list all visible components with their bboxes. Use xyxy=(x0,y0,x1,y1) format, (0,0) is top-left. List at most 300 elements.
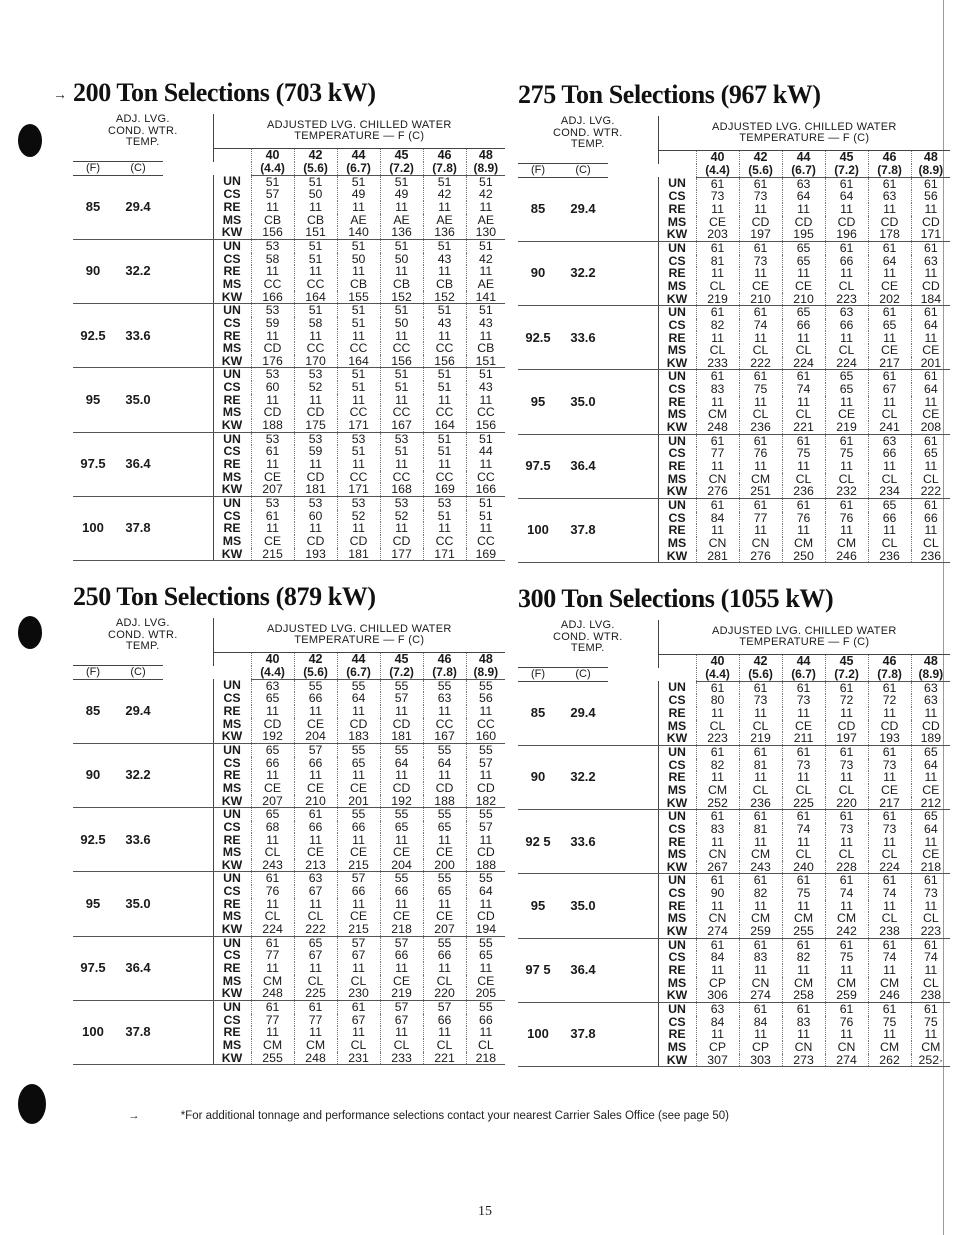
cond-water-temp-header xyxy=(518,116,658,151)
header-spacer xyxy=(73,149,213,162)
temp-c-header: (6.7) xyxy=(782,668,825,682)
table-cell: 220 xyxy=(825,797,868,810)
table-cell: 234 xyxy=(868,485,911,498)
table-cell: 213 xyxy=(294,859,337,872)
header-line: ADJUSTED LVG. CHILLED WATER xyxy=(267,622,452,635)
table-cell: 11 xyxy=(251,265,294,278)
binder-hole-top xyxy=(18,124,42,157)
table-cell: 63 xyxy=(911,694,950,707)
table-cell: 11 xyxy=(825,835,868,848)
table-cell: 11 xyxy=(251,394,294,407)
table-cell: 181 xyxy=(337,548,380,561)
table-cell: CD xyxy=(782,216,825,229)
table-cell: 73 xyxy=(739,694,782,707)
cond-temp-f: 90 xyxy=(73,239,113,303)
table-cell: CL xyxy=(294,975,337,988)
table-cell: 55 xyxy=(466,872,505,885)
table-cell: 11 xyxy=(423,962,466,975)
table-cell: 258 xyxy=(782,989,825,1002)
row-label: RE xyxy=(658,396,696,409)
temp-f-header: 42 xyxy=(294,653,337,666)
cond-temp-c: 37.8 xyxy=(558,498,608,562)
table-cell: CC xyxy=(251,278,294,291)
table-cell: 251 xyxy=(739,485,782,498)
table-cell: 61 xyxy=(782,370,825,383)
table-cell: 66 xyxy=(337,885,380,898)
table-cell: CC xyxy=(380,471,423,484)
table-cell: 61 xyxy=(782,874,825,887)
cond-temp-c: 33.6 xyxy=(113,808,163,872)
table-cell: CN xyxy=(696,848,739,861)
table-cell: 11 xyxy=(868,900,911,913)
table-cell: 155 xyxy=(337,291,380,304)
table-cell: 11 xyxy=(825,524,868,537)
table-cell: 55 xyxy=(423,679,466,692)
table-cell: 11 xyxy=(294,201,337,214)
table-cell: 236 xyxy=(911,550,950,563)
footnote-text: *For additional tonnage and performance selections contact your nearest Carrier Sales Office (see page 50) xyxy=(180,1110,729,1122)
table-cell: 11 xyxy=(251,329,294,342)
table-cell: 184 xyxy=(911,293,950,306)
row-label: MS xyxy=(213,718,251,731)
table-cell: 63 xyxy=(251,679,294,692)
table-cell: 61 xyxy=(739,306,782,319)
table-cell: 11 xyxy=(294,522,337,535)
table-cell: 63 xyxy=(868,434,911,447)
table-cell: 11 xyxy=(911,707,950,720)
table-row xyxy=(518,874,950,887)
table-cell: 230 xyxy=(337,987,380,1000)
table-cell: 51 xyxy=(466,304,505,317)
temp-f-header: 44 xyxy=(337,653,380,666)
table-cell: 11 xyxy=(380,833,423,846)
table-cell: CE xyxy=(251,471,294,484)
table-cell: 196 xyxy=(825,228,868,241)
table-row xyxy=(518,241,950,254)
table-cell: 221 xyxy=(423,1052,466,1065)
table-cell: 66 xyxy=(911,512,950,525)
table-cell: 73 xyxy=(868,823,911,836)
table-cell: CE xyxy=(911,344,950,357)
table-cell: 11 xyxy=(423,522,466,535)
table-cell: 273 xyxy=(782,1054,825,1067)
table-cell: 75 xyxy=(868,1016,911,1029)
table-cell: 82 xyxy=(696,759,739,772)
table-cell: 11 xyxy=(466,898,505,911)
table-cell: 57 xyxy=(380,936,423,949)
table-cell: CD xyxy=(825,720,868,733)
table-cell: 61 xyxy=(739,241,782,254)
table-cell: CL xyxy=(423,1039,466,1052)
table-cell: 51 xyxy=(380,239,423,252)
table-cell: 11 xyxy=(251,522,294,535)
table-cell: CL xyxy=(337,975,380,988)
table-cell: 204 xyxy=(294,730,337,743)
table-cell: 61 xyxy=(696,306,739,319)
table-cell: 73 xyxy=(782,694,825,707)
table-cell: 250 xyxy=(782,550,825,563)
table-cell: 65 xyxy=(782,241,825,254)
row-label: RE xyxy=(213,705,251,718)
table-cell: 51 xyxy=(423,368,466,381)
table-cell: 11 xyxy=(739,900,782,913)
table-cell: 11 xyxy=(825,900,868,913)
table-cell: 61 xyxy=(251,510,294,523)
table-cell: 60 xyxy=(251,381,294,394)
table-cell: 201 xyxy=(911,357,950,370)
table-cell: 83 xyxy=(696,823,739,836)
temp-c-header: (8.9) xyxy=(911,668,950,682)
table-cell: CL xyxy=(466,1039,505,1052)
temp-c-header: (7.8) xyxy=(423,162,466,176)
table-cell: 233 xyxy=(380,1052,423,1065)
table-cell: 73 xyxy=(739,190,782,203)
table-cell: AE xyxy=(423,214,466,227)
cond-temp-f: 90 xyxy=(518,241,558,305)
table-cell: 64 xyxy=(466,885,505,898)
table-cell: 171 xyxy=(337,419,380,432)
row-label: CS xyxy=(658,255,696,268)
table-cell: CM xyxy=(739,473,782,486)
table-cell: 11 xyxy=(868,524,911,537)
table-cell: 61 xyxy=(739,745,782,758)
cond-temp-f: 92 5 xyxy=(518,810,558,874)
table-cell: 56 xyxy=(911,190,950,203)
table-cell: 61 xyxy=(696,938,739,951)
table-cell: 11 xyxy=(294,898,337,911)
group-spacer xyxy=(163,304,213,368)
cond-temp-c: 35.0 xyxy=(558,370,608,434)
table-cell: CL xyxy=(251,910,294,923)
table-cell: 76 xyxy=(825,512,868,525)
table-cell: AE xyxy=(466,278,505,291)
cond-temp-c: 32.2 xyxy=(113,239,163,303)
group-spacer xyxy=(608,434,658,498)
table-cell: 259 xyxy=(739,925,782,938)
table-cell: CE xyxy=(294,718,337,731)
table-cell: CC xyxy=(337,471,380,484)
row-label: UN xyxy=(658,938,696,951)
temp-f-header: 42 xyxy=(739,655,782,668)
table-cell: 73 xyxy=(911,887,950,900)
table-cell: 72 xyxy=(868,694,911,707)
table-cell: 11 xyxy=(825,707,868,720)
table-cell: 11 xyxy=(251,898,294,911)
row-label: KW xyxy=(213,795,251,808)
row-label: UN xyxy=(658,434,696,447)
table-cell: 51 xyxy=(380,368,423,381)
table-cell: CB xyxy=(423,278,466,291)
row-label: KW xyxy=(213,730,251,743)
table-cell: 11 xyxy=(423,394,466,407)
table-cell: CP xyxy=(739,1041,782,1054)
table-cell: AE xyxy=(380,214,423,227)
table-cell: 11 xyxy=(696,203,739,216)
row-label: KW xyxy=(213,1052,251,1065)
table-cell: CM xyxy=(782,977,825,990)
table-cell: 228 xyxy=(825,861,868,874)
table-cell: 75 xyxy=(782,447,825,460)
table-cell: CL xyxy=(911,537,950,550)
table-cell: 183 xyxy=(337,730,380,743)
table-cell: CM xyxy=(825,977,868,990)
table-cell: CL xyxy=(337,1039,380,1052)
table-cell: 61 xyxy=(739,810,782,823)
row-label: CS xyxy=(213,445,251,458)
table-cell: 81 xyxy=(696,255,739,268)
cond-temp-c: 35.0 xyxy=(113,872,163,936)
row-label: KW xyxy=(658,989,696,1002)
group-spacer xyxy=(163,808,213,872)
row-label: RE xyxy=(213,394,251,407)
table-cell: 61 xyxy=(868,810,911,823)
row-label: CS xyxy=(213,1014,251,1027)
table-cell: 61 xyxy=(696,681,739,694)
table-cell: 11 xyxy=(696,267,739,280)
table-cell: CL xyxy=(868,912,911,925)
header-line: TEMP. xyxy=(125,640,160,652)
header-line: TEMP. xyxy=(570,138,605,150)
table-cell: 156 xyxy=(423,355,466,368)
table-cell: 11 xyxy=(696,396,739,409)
table-cell: 65 xyxy=(466,949,505,962)
table-cell: 252 xyxy=(696,797,739,810)
table-cell: CL xyxy=(911,977,950,990)
table-cell: 61 xyxy=(696,498,739,511)
cond-temp-f: 85 xyxy=(73,175,113,239)
table-cell: 11 xyxy=(782,900,825,913)
table-cell: 136 xyxy=(380,226,423,239)
250-ton-title: 250 Ton Selections (879 kW) xyxy=(73,582,376,611)
row-label: RE xyxy=(213,329,251,342)
table-cell: 51 xyxy=(337,445,380,458)
table-cell: 11 xyxy=(251,833,294,846)
table-cell: 55 xyxy=(466,679,505,692)
temp-c-header: (8.9) xyxy=(911,164,950,178)
200-ton-title: 200 Ton Selections (703 kW) xyxy=(73,78,376,107)
table-row xyxy=(518,434,950,447)
table-cell: 55 xyxy=(337,808,380,821)
table-row xyxy=(518,1002,950,1015)
table-cell: CE xyxy=(337,782,380,795)
table-cell: 222 xyxy=(911,485,950,498)
table-cell: 63 xyxy=(423,692,466,705)
row-label: CS xyxy=(658,694,696,707)
table-row xyxy=(518,938,950,951)
row-label: RE xyxy=(658,460,696,473)
table-cell: CD xyxy=(911,720,950,733)
table-cell: 11 xyxy=(739,707,782,720)
table-cell: 61 xyxy=(696,810,739,823)
table-cell: 53 xyxy=(294,432,337,445)
table-cell: 61 xyxy=(696,370,739,383)
table-row xyxy=(518,810,950,823)
table-cell: 61 xyxy=(696,874,739,887)
table-cell: CE xyxy=(868,280,911,293)
table-cell: CM xyxy=(696,408,739,421)
group-spacer xyxy=(163,743,213,807)
row-label: MS xyxy=(658,473,696,486)
row-label: KW xyxy=(658,293,696,306)
table-cell: CL xyxy=(696,280,739,293)
table-cell: CL xyxy=(782,344,825,357)
temp-c-header: (7.2) xyxy=(380,666,423,680)
row-label: UN xyxy=(658,370,696,383)
table-cell: 152 xyxy=(380,291,423,304)
table-cell: 11 xyxy=(294,833,337,846)
table-cell: 169 xyxy=(423,483,466,496)
page-number: 15 xyxy=(478,1204,492,1219)
table-cell: 207 xyxy=(251,483,294,496)
row-label: MS xyxy=(213,471,251,484)
header-line: TEMP. xyxy=(570,642,605,654)
table-cell: 11 xyxy=(380,962,423,975)
table-cell: 168 xyxy=(380,483,423,496)
group-spacer xyxy=(608,241,658,305)
table-cell: 58 xyxy=(251,253,294,266)
table-cell: 222 xyxy=(739,357,782,370)
cond-temp-f: 97 5 xyxy=(518,938,558,1002)
table-cell: 11 xyxy=(911,900,950,913)
temp-c-header: (7.2) xyxy=(825,164,868,178)
table-cell: 84 xyxy=(696,951,739,964)
table-cell: 11 xyxy=(294,769,337,782)
table-cell: 252· xyxy=(911,1054,950,1067)
table-cell: CL xyxy=(825,280,868,293)
row-label: KW xyxy=(658,925,696,938)
group-spacer xyxy=(163,936,213,1000)
table-cell: 61 xyxy=(294,808,337,821)
table-cell: 51 xyxy=(466,368,505,381)
table-cell: CC xyxy=(466,471,505,484)
table-row xyxy=(73,743,505,756)
selection-table xyxy=(518,116,950,563)
cond-temp-c: 36.4 xyxy=(113,936,163,1000)
table-row xyxy=(73,175,505,188)
table-cell: 50 xyxy=(337,253,380,266)
table-cell: 176 xyxy=(251,355,294,368)
table-cell: 55 xyxy=(466,936,505,949)
cond-temp-f: 97.5 xyxy=(73,936,113,1000)
table-cell: 61 xyxy=(739,1002,782,1015)
table-cell: CE xyxy=(380,975,423,988)
table-cell: 64 xyxy=(911,319,950,332)
row-label: UN xyxy=(213,808,251,821)
table-cell: 156 xyxy=(380,355,423,368)
table-cell: 11 xyxy=(696,460,739,473)
table-cell: 81 xyxy=(739,823,782,836)
table-cell: 63 xyxy=(868,190,911,203)
table-cell: 11 xyxy=(337,329,380,342)
row-label: RE xyxy=(658,707,696,720)
table-cell: 50 xyxy=(380,253,423,266)
table-cell: 55 xyxy=(466,743,505,756)
table-cell: 61 xyxy=(696,177,739,190)
table-cell: 194 xyxy=(466,923,505,936)
table-cell: 11 xyxy=(466,458,505,471)
table-cell: 11 xyxy=(423,265,466,278)
table-cell: 11 xyxy=(337,458,380,471)
c-col-header: (C) xyxy=(558,668,608,682)
header-line: TEMPERATURE — F (C) xyxy=(294,634,425,646)
label-col-spacer xyxy=(213,653,251,666)
table-cell: 64 xyxy=(380,757,423,770)
table-cell: 11 xyxy=(911,1028,950,1041)
row-label: UN xyxy=(658,1002,696,1015)
table-cell: 51 xyxy=(466,175,505,188)
table-cell: 11 xyxy=(466,769,505,782)
table-cell: 80 xyxy=(696,694,739,707)
table-cell: 61 xyxy=(251,936,294,949)
table-cell: 61 xyxy=(825,810,868,823)
table-cell: 63 xyxy=(294,872,337,885)
table-cell: 74 xyxy=(825,887,868,900)
table-cell: 11 xyxy=(337,898,380,911)
table-cell: 171 xyxy=(911,228,950,241)
header-line: COND. WTR. xyxy=(107,628,178,641)
table-cell: 11 xyxy=(337,1026,380,1039)
group-spacer xyxy=(608,874,658,938)
row-label: MS xyxy=(213,975,251,988)
table-cell: CM xyxy=(782,912,825,925)
table-cell: 74 xyxy=(739,319,782,332)
table-cell: 61 xyxy=(825,745,868,758)
table-cell: CD xyxy=(868,216,911,229)
table-cell: 51 xyxy=(466,496,505,509)
table-cell: 11 xyxy=(739,267,782,280)
cond-temp-c: 29.4 xyxy=(113,679,163,743)
table-cell: 11 xyxy=(337,394,380,407)
table-cell: 51 xyxy=(337,239,380,252)
table-cell: 274 xyxy=(825,1054,868,1067)
table-cell: 193 xyxy=(294,548,337,561)
table-cell: 11 xyxy=(294,265,337,278)
cond-temp-c: 32.2 xyxy=(558,241,608,305)
table-cell: 11 xyxy=(868,460,911,473)
table-cell: 11 xyxy=(782,1028,825,1041)
table-cell: 42 xyxy=(466,253,505,266)
table-cell: 224 xyxy=(868,861,911,874)
table-cell: 73 xyxy=(696,190,739,203)
table-cell: CD xyxy=(423,782,466,795)
table-cell: 223 xyxy=(825,293,868,306)
table-cell: 53 xyxy=(380,432,423,445)
table-cell: 156 xyxy=(251,226,294,239)
table-cell: 11 xyxy=(380,201,423,214)
table-cell: 76 xyxy=(251,885,294,898)
row-label: CS xyxy=(658,887,696,900)
table-cell: 152 xyxy=(423,291,466,304)
table-cell: 53 xyxy=(251,496,294,509)
table-cell: CL xyxy=(825,473,868,486)
table-cell: CD xyxy=(911,280,950,293)
table-cell: CN xyxy=(739,977,782,990)
table-cell: 61 xyxy=(782,938,825,951)
binder-hole-middle xyxy=(18,616,42,649)
row-label: UN xyxy=(213,936,251,949)
table-cell: 11 xyxy=(782,771,825,784)
table-cell: 233 xyxy=(696,357,739,370)
cond-temp-f: 100 xyxy=(73,1000,113,1064)
table-cell: 56 xyxy=(466,692,505,705)
table-cell: CD xyxy=(868,720,911,733)
row-label: KW xyxy=(213,291,251,304)
row-label: CS xyxy=(213,757,251,770)
c-col-header: (C) xyxy=(113,162,163,176)
table-cell: CM xyxy=(825,912,868,925)
table-cell: 11 xyxy=(739,771,782,784)
table-cell: 61 xyxy=(251,445,294,458)
